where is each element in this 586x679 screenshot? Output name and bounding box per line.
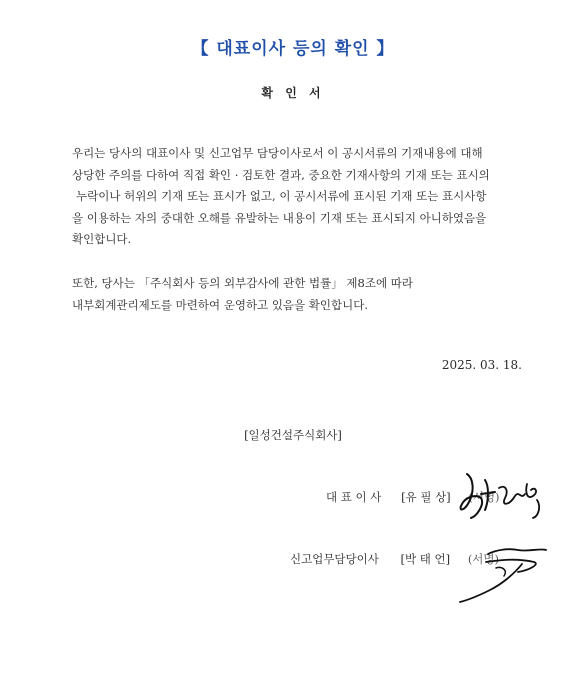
officer-name: [박 태 언] — [400, 552, 451, 566]
ceo-name: [유 필 상] — [401, 490, 451, 504]
paragraph-line: 우리는 당사의 대표이사 및 신고업무 담당이사로서 이 공시서류의 기재내용에 대해 — [72, 146, 483, 160]
paragraph-line: 상당한 주의를 다하여 직접 확인 · 검토한 결과, 중요한 기재사항의 기재 또는 표시의 — [72, 167, 490, 182]
confirmation-paragraph — [72, 143, 532, 251]
paragraph-line: 누락이나 허위의 기재 또는 표시가 없고, 이 공시서류에 표시된 기재 또는 표시사항 — [76, 189, 487, 203]
ceo-role: 대 표 이 사 — [326, 490, 382, 504]
ceo-seal-label: (서명) — [468, 490, 500, 504]
officer-seal-label: (서명) — [467, 552, 500, 566]
officer-role: 신고업무담당이사 — [290, 552, 379, 566]
paragraph-line: 을 이용하는 자의 중대한 오해를 유발하는 내용이 기재 또는 표시되지 아니하였음을 — [72, 210, 487, 225]
paragraph-line: 확인합니다. — [72, 232, 132, 246]
paragraph-line: 또한, 당사는 「주식회사 등의 외부감사에 관한 법률」 제8조에 따라 — [72, 276, 413, 290]
document-title: 【 대표이사 등의 확인 】 — [191, 39, 395, 59]
document-date: 2025. 03. 18. — [441, 358, 522, 372]
ceo-handwritten-signature — [455, 466, 555, 530]
paragraph-line: 내부회계관리제도를 마련하여 운영하고 있음을 확인합니다. — [72, 297, 368, 312]
officer-handwritten-signature — [456, 540, 556, 612]
internal-control-paragraph — [72, 273, 532, 316]
document-subtitle: 확 인 서 — [261, 86, 325, 100]
company-name: [일성건설주식회사] — [244, 428, 342, 442]
